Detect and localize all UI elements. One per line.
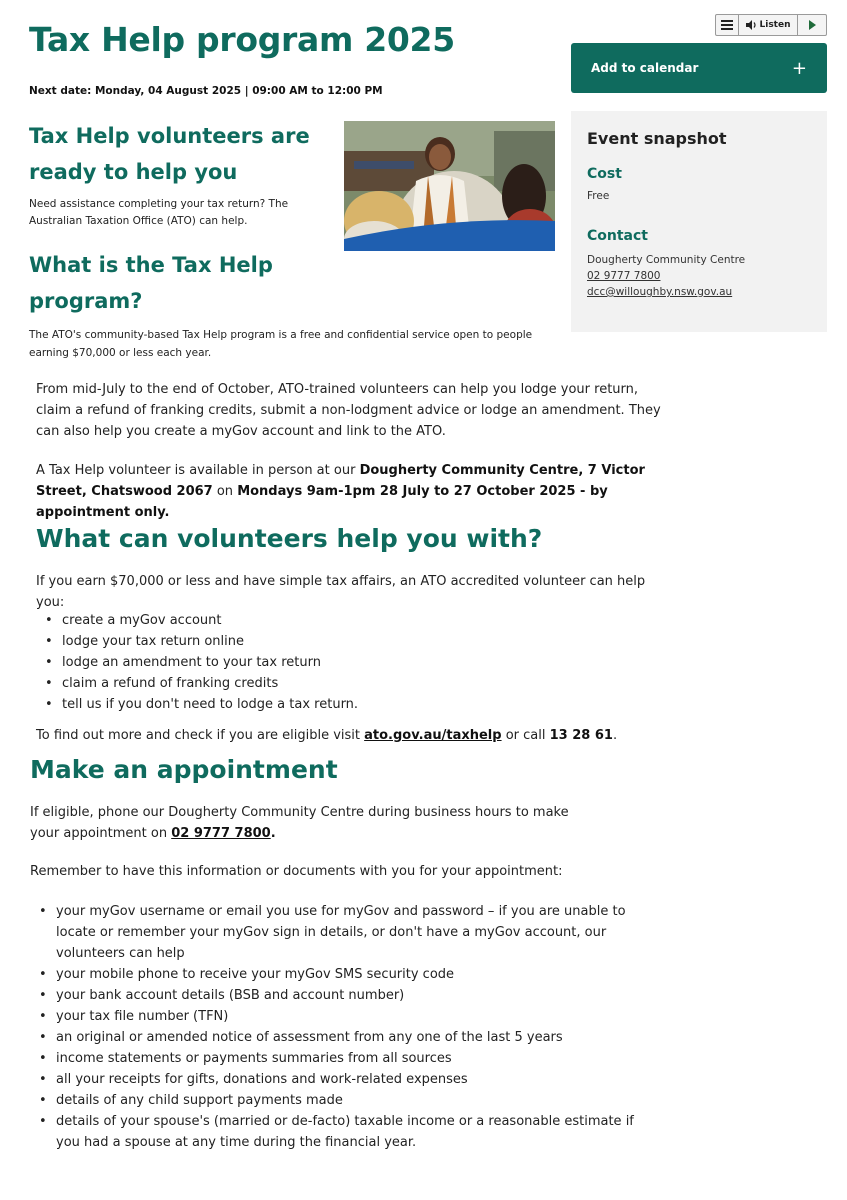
volunteers-intro: If you earn $70,000 or less and have simple tax affairs, an ATO accredited volunteer can help you: xyxy=(36,574,646,610)
find-out-more xyxy=(36,725,686,746)
listen-widget[interactable] xyxy=(715,14,827,36)
snapshot-title: Event snapshot xyxy=(587,129,727,148)
list-item: • lodge an amendment to your tax return xyxy=(36,652,656,673)
list-item: • create a myGov account xyxy=(36,610,656,631)
body-paragraph-2 xyxy=(36,460,666,523)
list-item: • your myGov username or email you use for myGov and password – if you are unable to locate or remember your myGov sign in details, or don't have a myGov account, our volunteers can help xyxy=(30,901,640,964)
para2-text-c: on xyxy=(212,484,238,499)
find-out-text-a: To find out more and check if you are eligible visit xyxy=(36,728,365,743)
listen-button[interactable] xyxy=(739,15,797,35)
ato-taxhelp-link[interactable]: ato.gov.au/taxhelp xyxy=(364,728,502,743)
list-item: • income statements or payments summaries from all sources xyxy=(30,1048,640,1069)
contact-email-link[interactable]: dcc@willoughby.nsw.gov.au xyxy=(587,286,733,298)
event-snapshot-panel xyxy=(571,111,827,332)
intro-text: Need assistance completing your tax return? The Australian Taxation Office (ATO) can help. xyxy=(29,198,289,227)
what-is-text: The ATO's community-based Tax Help program is a free and confidential service open to people earning $70,000 or less each year. xyxy=(29,329,533,359)
volunteers-heading: What can volunteers help you with? xyxy=(36,524,543,553)
ato-phone-number: 13 28 61 xyxy=(549,728,613,743)
contact-name: Dougherty Community Centre xyxy=(587,254,746,266)
appointment-text-a: If eligible, phone our Dougherty Community Centre during business hours to make your appointment on xyxy=(30,805,569,841)
appointment-paragraph-1 xyxy=(30,802,590,844)
add-to-calendar-button[interactable] xyxy=(571,43,827,93)
appointment-phone-link[interactable]: 02 9777 7800 xyxy=(171,826,271,841)
volunteer-services-list xyxy=(36,610,656,715)
appointment-text-b: . xyxy=(270,826,276,841)
session-times: Mondays 9am-1pm 28 July to 27 October 2025 - by appointment only. xyxy=(36,484,608,520)
list-item: • your mobile phone to receive your myGov SMS security code xyxy=(30,964,640,985)
volunteer-photo xyxy=(344,121,555,251)
list-item: • lodge your tax return online xyxy=(36,631,656,652)
page-title: Tax Help program 2025 xyxy=(29,20,455,59)
list-item: • an original or amended notice of assessment from any one of the last 5 years xyxy=(30,1027,640,1048)
contact-label: Contact xyxy=(587,228,648,244)
contact-phone-link[interactable]: 02 9777 7800 xyxy=(587,270,661,282)
para2-text-a: A Tax Help volunteer is available in person at our xyxy=(36,463,360,478)
documents-list xyxy=(30,901,640,1153)
find-out-text-c: . xyxy=(612,728,618,743)
list-item: • your bank account details (BSB and account number) xyxy=(30,985,640,1006)
list-item: • all your receipts for gifts, donations and work-related expenses xyxy=(30,1069,640,1090)
speaker-icon xyxy=(746,20,757,30)
appointment-paragraph-2: Remember to have this information or documents with you for your appointment: xyxy=(30,864,563,879)
what-is-heading: What is the Tax Help program? xyxy=(29,253,273,313)
play-icon[interactable] xyxy=(797,15,826,35)
list-item: • your tax file number (TFN) xyxy=(30,1006,640,1027)
venue-address: Dougherty Community Centre, 7 Victor Street, Chatswood 2067 xyxy=(36,463,645,499)
intro-heading: Tax Help volunteers are ready to help you xyxy=(29,124,310,184)
add-to-calendar-label: Add to calendar xyxy=(591,61,699,75)
plus-icon: + xyxy=(791,57,807,79)
list-item: • claim a refund of franking credits xyxy=(36,673,656,694)
body-paragraph-1: From mid-July to the end of October, ATO-trained volunteers can help you lodge your return, claim a refund of franking credits, submit a non-lodgment advice or lodge an amendment. They can also help you create a myGov account and link to the ATO. xyxy=(36,382,661,439)
cost-label: Cost xyxy=(587,166,622,182)
find-out-text-b: or call xyxy=(501,728,550,743)
menu-icon[interactable] xyxy=(716,15,739,35)
appointment-heading: Make an appointment xyxy=(30,755,338,784)
list-item: • tell us if you don't need to lodge a tax return. xyxy=(36,694,656,715)
list-item: • details of your spouse's (married or de-facto) taxable income or a reasonable estimate if you had a spouse at any time during the financial year. xyxy=(30,1111,640,1153)
listen-label: Listen xyxy=(759,20,791,30)
list-item: • details of any child support payments made xyxy=(30,1090,640,1111)
cost-value: Free xyxy=(587,190,610,202)
next-event-date: Next date: Monday, 04 August 2025 | 09:00 AM to 12:00 PM xyxy=(29,85,383,97)
